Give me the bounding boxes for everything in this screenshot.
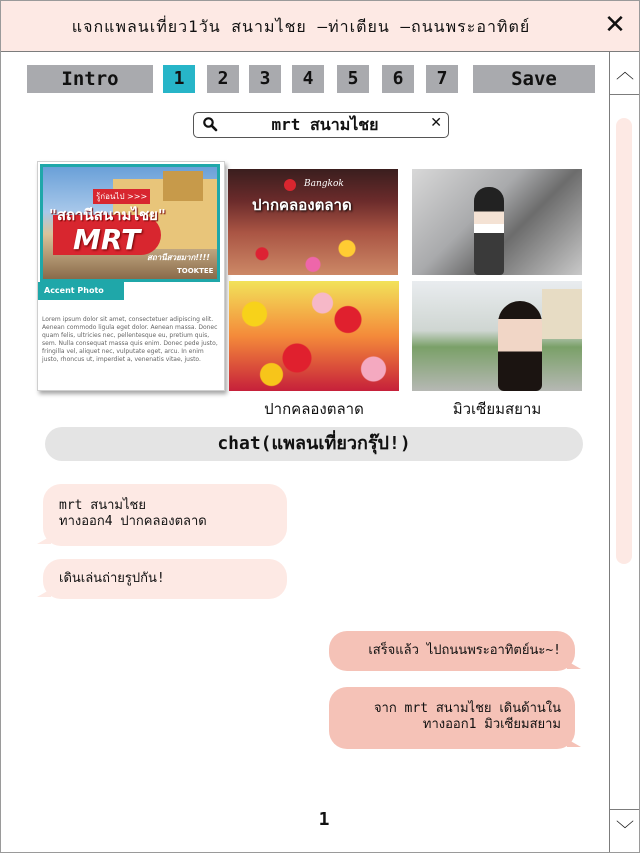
poster-card[interactable] [37,161,225,391]
message-line: mrt สนามไชย [59,498,146,513]
vertical-scrollbar[interactable] [609,52,640,852]
search-input[interactable] [228,115,422,135]
intro-button[interactable]: Intro [27,65,153,93]
page-button-6[interactable]: 6 [382,65,414,93]
message-line: ทางออก1 มิวเซียมสยาม [422,717,561,732]
poster-subline: สถานีสวยมาก!!!! [147,253,210,262]
caption-museum: มิวเซียมสยาม [452,400,542,418]
toolbar [27,65,597,93]
title-bar [1,1,639,52]
search-box [193,112,449,138]
chat-header: chat(แพลนเที่ยวกรุ๊ป!) [45,427,583,461]
chat-message-in [43,484,287,546]
stairs-photo[interactable] [412,169,582,275]
poster-big-text: MRT [73,223,141,256]
search-icon [202,116,218,132]
page-button-4[interactable]: 4 [292,65,324,93]
building-shape [542,289,582,339]
market-photo-small-text: Bangkok [304,179,344,189]
clear-icon[interactable]: ✕ [430,115,442,131]
poster-body-text: Lorem ipsum dolor sit amet, consectetuer adipiscing elit. Aenean commodo ligula eget dolor. Aenean massa. Donec quam felis, ultricies nec, pellentesque eu, pretium quis, sem. Nulla consequat massa quis enim. Donec pede justo, fringilla vel, aliquet nec, vulputate eget, arcu. In enim justo, rhoncus ut, imperdiet a, venenatis vitae, justo. [42,316,218,363]
caption-flowers: ปากคลองตลาด [264,400,364,418]
scroll-thumb[interactable] [616,118,632,564]
close-icon[interactable]: ✕ [604,10,626,40]
chat-message-out [329,687,575,749]
museum-person-photo[interactable] [412,281,582,391]
save-button[interactable]: Save [473,65,595,93]
market-photo[interactable] [228,169,398,275]
chevron-down-icon[interactable]: ﹀ [610,809,640,852]
chevron-up-icon[interactable]: ︿ [610,52,640,95]
page-button-3[interactable]: 3 [249,65,281,93]
market-photo-title: ปากคลองตลาด [252,196,352,214]
page-button-1[interactable]: 1 [163,65,195,93]
flowers-photo[interactable] [229,281,399,391]
chat-message-out [329,631,575,671]
page-number: 1 [318,809,330,830]
message-line: เดินเล่นถ่ายรูปกัน! [59,571,165,586]
page-button-2[interactable]: 2 [207,65,239,93]
message-line: จาก mrt สนามไชย เดินด้านใน [373,701,561,716]
person-shape [474,187,504,275]
person-shape [498,301,542,391]
message-line: เสร็จแล้ว ไปถนนพระอาทิตย์นะ~! [368,643,561,658]
location-pin-icon [284,179,296,191]
message-line: ทางออก4 ปากคลองตลาด [59,514,207,529]
poster-photo [40,164,220,282]
window-title: แจกแพลนเที่ยว1วัน สนามไชย –ท่าเตียน –ถนนพระอาทิตย์ [71,17,531,36]
building-tower-shape [163,171,203,201]
page-button-7[interactable]: 7 [426,65,458,93]
accent-photo-label: Accent Photo [38,282,124,300]
poster-brand: TOOKTEE [177,267,214,275]
page-button-5[interactable]: 5 [337,65,369,93]
poster-headline: "สถานีสนามไชย" [49,206,166,224]
chat-message-in [43,559,287,599]
poster-tag: รู้ก่อนไป >>> [93,189,150,204]
